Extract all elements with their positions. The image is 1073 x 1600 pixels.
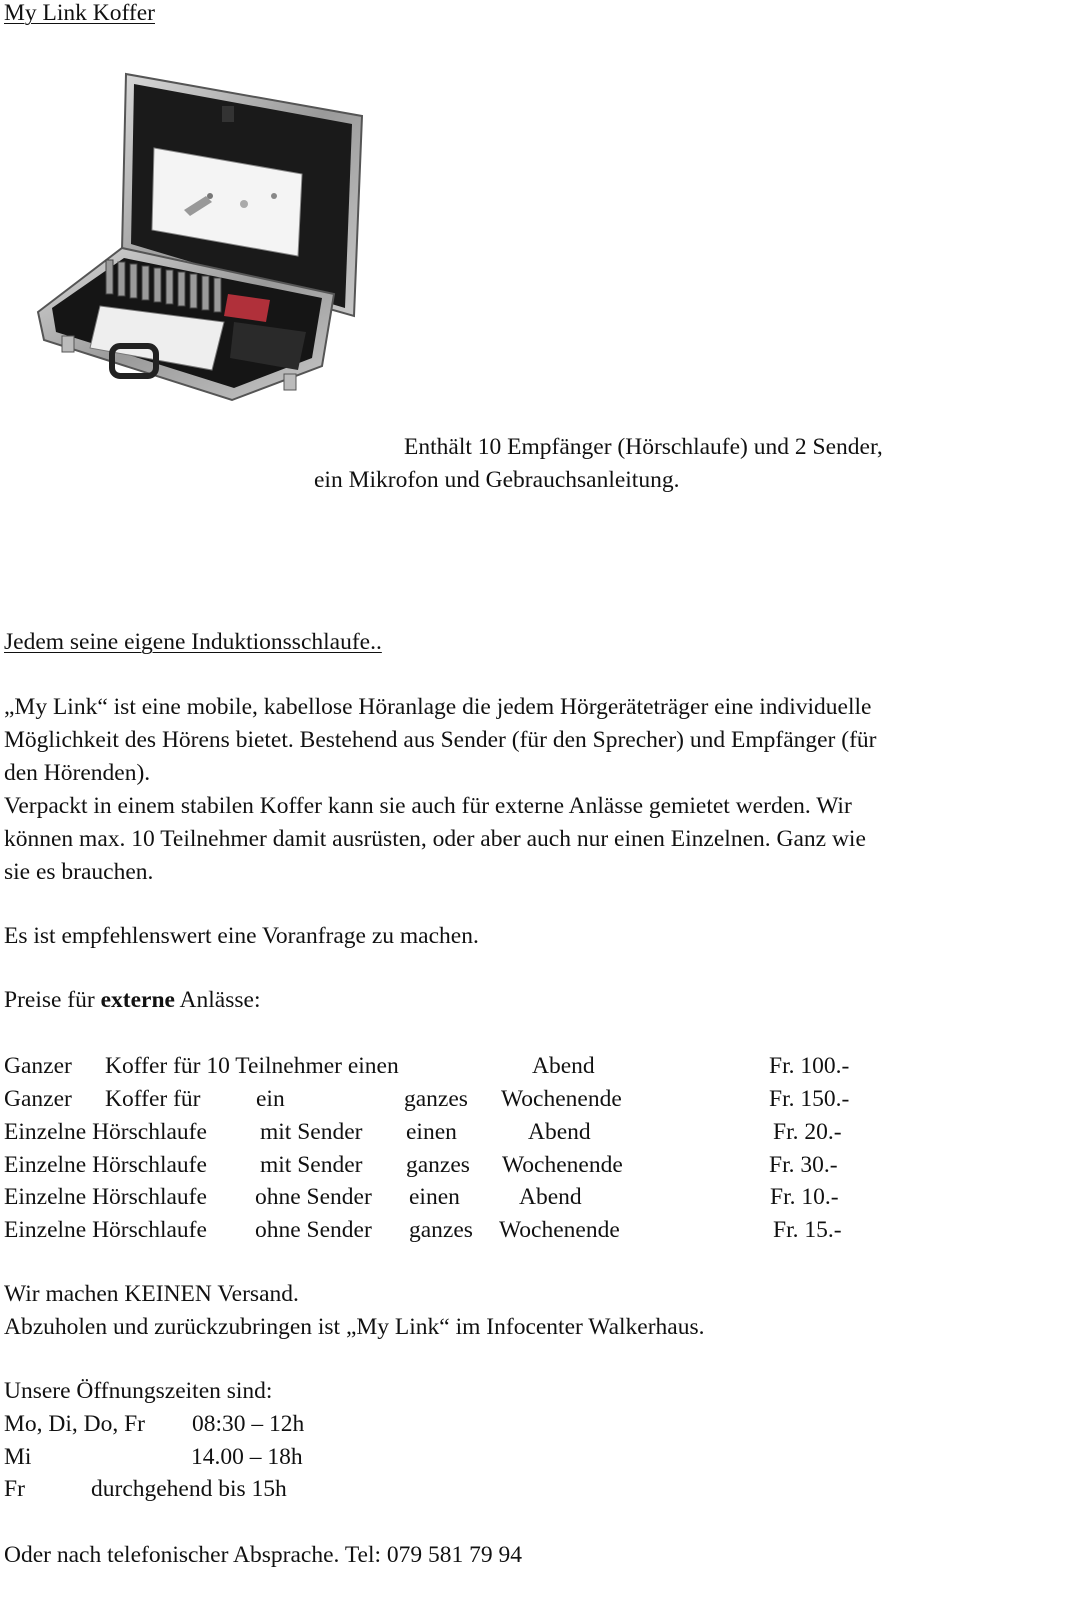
price-desc: mit Sender: [260, 1152, 363, 1178]
price-period: Wochenende: [499, 1217, 620, 1243]
price-item: Ganzer: [4, 1053, 72, 1079]
prices-heading: [4, 984, 260, 1017]
contact-line: Oder nach telefonischer Absprache. Tel: 079 581 79 94: [4, 1542, 523, 1568]
price-value: Fr. 20.-: [773, 1119, 842, 1145]
hours-days: Fr: [4, 1476, 25, 1502]
price-scope: ganzes: [406, 1152, 470, 1178]
price-row: [4, 1181, 1004, 1214]
price-mid: ein: [256, 1086, 285, 1112]
shipping-line-1: Wir machen KEINEN Versand.: [4, 1281, 299, 1307]
hours-time: 08:30 – 12h: [192, 1411, 305, 1437]
hours-heading: Unsere Öffnungszeiten sind:: [4, 1378, 273, 1404]
prices-heading-prefix: Preise für: [4, 987, 101, 1013]
shipping-line-2: Abzuholen und zurückzubringen ist „My Link“ im Infocenter Walkerhaus.: [4, 1314, 705, 1340]
price-value: Fr. 15.-: [773, 1217, 842, 1243]
hours-row: [4, 1473, 1004, 1506]
price-value: Fr. 30.-: [769, 1152, 838, 1178]
intro-line-5: können max. 10 Teilnehmer damit ausrüsten, oder aber auch nur einen Einzelnen. Ganz wie: [4, 826, 866, 852]
price-desc: mit Sender: [260, 1119, 363, 1145]
price-scope: einen: [406, 1119, 457, 1145]
price-row: [4, 1050, 1004, 1083]
intro-line-6: sie es brauchen.: [4, 859, 154, 885]
price-row: [4, 1083, 1004, 1116]
hours-days: Mo, Di, Do, Fr: [4, 1411, 146, 1437]
price-period: Abend: [528, 1119, 591, 1145]
intro-line-3: den Hörenden).: [4, 760, 151, 786]
price-scope: ganzes: [404, 1086, 468, 1112]
price-item: Ganzer: [4, 1086, 72, 1112]
price-value: Fr. 10.-: [770, 1184, 839, 1210]
price-row: [4, 1149, 1004, 1182]
hours-days: Mi: [4, 1444, 32, 1470]
price-period: Abend: [519, 1184, 582, 1210]
price-desc: ohne Sender: [255, 1184, 372, 1210]
price-value: Fr. 100.-: [769, 1053, 850, 1079]
price-scope: einen: [409, 1184, 460, 1210]
price-desc: ohne Sender: [255, 1217, 372, 1243]
price-item: Einzelne Hörschlaufe: [4, 1119, 207, 1145]
price-row: [4, 1214, 1004, 1247]
price-desc: Koffer für 10 Teilnehmer einen: [105, 1053, 399, 1079]
intro-line-1: „My Link“ ist eine mobile, kabellose Höranlage die jedem Hörgeräteträger eine individuelle: [4, 694, 872, 720]
caption-line-2: ein Mikrofon und Gebrauchsanleitung.: [314, 467, 680, 493]
section-subtitle: Jedem seine eigene Induktionsschlaufe..: [4, 629, 382, 655]
hours-row: [4, 1441, 1004, 1474]
hours-time: 14.00 – 18h: [191, 1444, 303, 1470]
page-title: My Link Koffer: [4, 0, 155, 26]
intro-line-2: Möglichkeit des Hörens bietet. Bestehend aus Sender (für den Sprecher) und Empfänger (für: [4, 727, 877, 753]
price-desc: Koffer für: [105, 1086, 201, 1112]
price-period: Abend: [532, 1053, 595, 1079]
price-period: Wochenende: [501, 1086, 622, 1112]
price-value: Fr. 150.-: [769, 1086, 850, 1112]
hours-time: durchgehend bis 15h: [91, 1476, 287, 1502]
price-item: Einzelne Hörschlaufe: [4, 1184, 207, 1210]
metal-briefcase-with-receivers-photo: [34, 70, 366, 410]
intro-line-4: Verpackt in einem stabilen Koffer kann sie auch für externe Anlässe gemietet werden. Wir: [4, 793, 852, 819]
prices-heading-bold: externe: [100, 987, 175, 1013]
price-scope: ganzes: [409, 1217, 473, 1243]
hours-row: [4, 1408, 1004, 1441]
prices-heading-suffix: Anlässe:: [174, 987, 261, 1013]
recommendation-text: Es ist empfehlenswert eine Voranfrage zu machen.: [4, 923, 479, 949]
price-row: [4, 1116, 1004, 1149]
price-period: Wochenende: [502, 1152, 623, 1178]
price-item: Einzelne Hörschlaufe: [4, 1152, 207, 1178]
caption-line-1: Enthält 10 Empfänger (Hörschlaufe) und 2 Sender,: [404, 434, 883, 460]
price-item: Einzelne Hörschlaufe: [4, 1217, 207, 1243]
